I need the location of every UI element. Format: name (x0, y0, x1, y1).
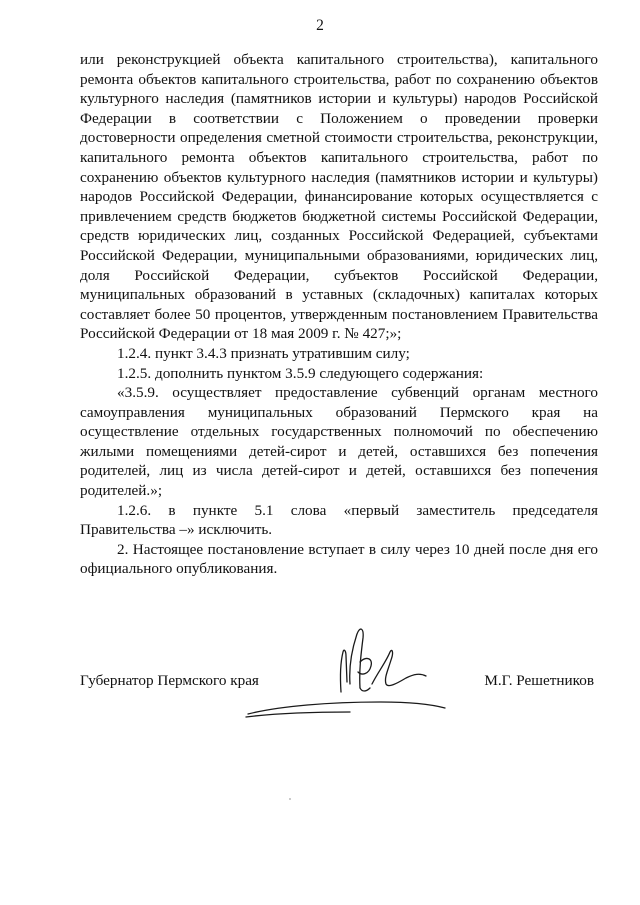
paragraph-continuation: или реконструкцией объекта капитального строительства), капитального ремонта объектов капитального строительства, работ по сохранению объектов культурного наследия (памятников истории и культуры) народов Российской Федерации в соответствии с Положением о проведении проверки достоверности определения сметной стоимости строительства, реконструкции, капитального ремонта объектов капитального строительства, работ по сохранению объектов культурного наследия (памятников истории и культуры) народов Российской Федерации, финансирование которых осуществляется с привлечением средств бюджетов бюджетной системы Российской Федерации, средств юридических лиц, созданных Российской Федерацией, субъектами Российской Федерации, муниципальными образованиями, юридических лиц, доля Российской Федерации, субъектов Российской Федерации, муниципальных образований в уставных (складочных) капиталах которых составляет более 50 процентов, утвержденным постановлением Правительства Российской Федерации от 18 мая 2009 г. № 427;»; (80, 51, 598, 343)
signer-name: М.Г. Решетников (484, 672, 594, 689)
paragraph-1-2-4: 1.2.4. пункт 3.4.3 признать утратившим силу; (117, 344, 410, 362)
document-body (80, 50, 598, 579)
scan-speck (289, 798, 291, 800)
paragraph-2: 2. Настоящее постановление вступает в силу через 10 дней после дня его официального опубликования. (80, 540, 598, 578)
page-number: 2 (316, 17, 324, 34)
signer-title: Губернатор Пермского края (80, 672, 259, 689)
paragraph-1-2-6: 1.2.6. в пункте 5.1 слова «первый заместитель председателя Правительства –» исключить. (80, 501, 598, 539)
paragraph-3-5-9: «3.5.9. осуществляет предоставление субвенций органам местного самоуправления муниципальных образований Пермского края на осуществление отдельных государственных полномочий по обеспечению жилыми помещениями детей-сирот и детей, оставшихся без попечения родителей, лиц из числа детей-сирот и детей, оставшихся без попечения родителей.»; (80, 384, 598, 500)
signature-row (80, 664, 598, 694)
paragraph-1-2-5: 1.2.5. дополнить пунктом 3.5.9 следующего содержания: (117, 364, 484, 382)
